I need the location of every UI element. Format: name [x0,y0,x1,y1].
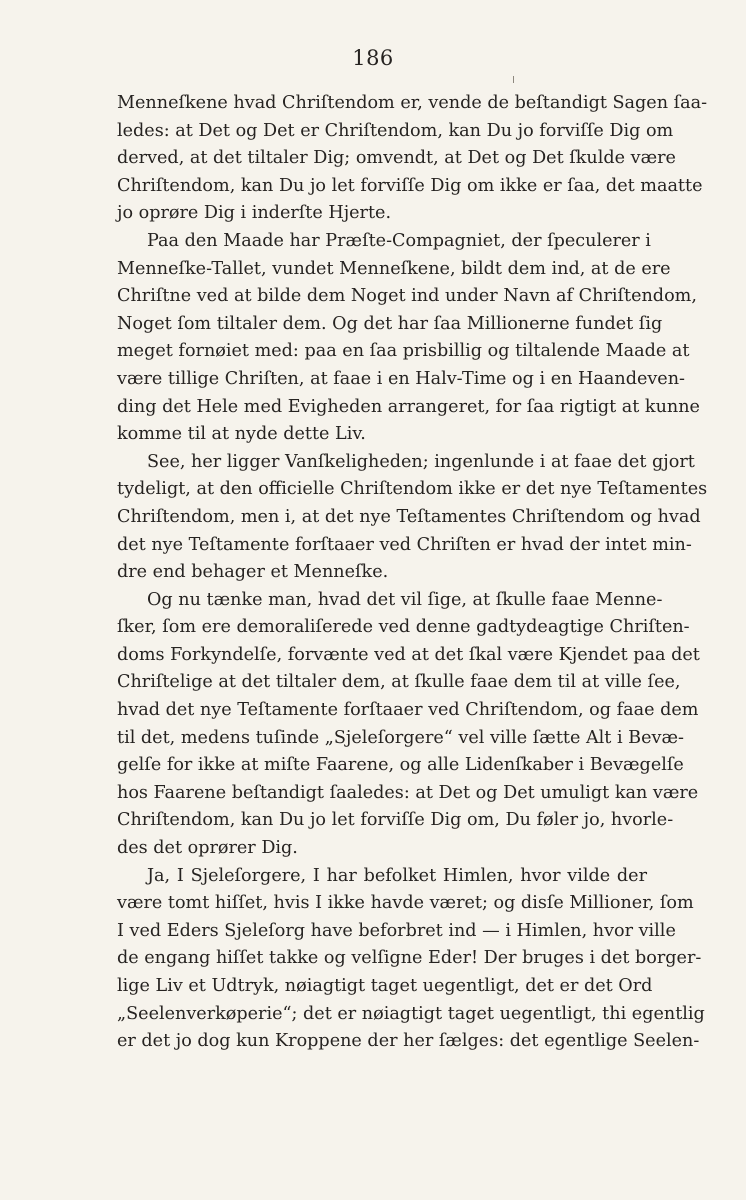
stray-ink-mark [513,76,514,83]
text-line: Chriſtendom, men i, at det nye Teſtamentes Chriſtendom og hvad [117,506,701,527]
text-line: ding det Hele med Evigheden arrangeret, for ſaa rigtigt at kunne [117,396,700,417]
text-line: See, her ligger Vanſkeligheden; ingenlunde i at faae det gjort [147,451,695,472]
text-line: tydeligt, at den officielle Chriſtendom ikke er det nye Teſtamentes [117,479,708,500]
text-line: ſker, ſom ere demoraliſerede ved denne gadtydeagtige Chriſten- [117,617,690,638]
text-line: hos Faarene beſtandigt ſaaledes: at Det og Det umuligt kan være [117,782,699,803]
text-line: Chriſtendom, kan Du jo let forviſſe Dig om, Du føler jo, hvorle- [117,810,674,831]
text-line: lige Liv et Udtryk, nøiagtigt taget uegentligt, det er det Ord [117,976,653,996]
text-line: Chriſtne ved at bilde dem Noget ind under Navn af Chriſtendom, [117,286,697,307]
text-line: doms Forkyndelſe, forvænte ved at det ſkal være Kjendet paa det [117,644,700,665]
text-line: des det oprører Dig. [117,838,298,859]
text-line: være tillige Chriſten, at faae i en Halv-Time og i en Haandeven- [117,368,685,389]
text-line: de engang hiſſet takke og velſigne Eder! Der bruges i det borger- [117,948,702,969]
text-line: Ja, I Sjeleſorgere, I har befolket Himlen, hvor vilde der [147,865,647,886]
text-line: dre end behager et Menneſke. [117,562,389,583]
text-line: „Seelenverkøperie“; det er nøiagtigt taget uegentligt, thi egentlig [117,1003,705,1024]
text-line: Chriſtendom, kan Du jo let forviſſe Dig om ikke er ſaa, det maatte [117,175,703,196]
body-text [117,90,708,1056]
text-line: I ved Eders Sjeleſorg have beforbret ind — i Himlen, hvor ville [117,920,676,941]
text-line: til det, medens tuſinde „Sjeleſorgere“ vel ville ſætte Alt i Bevæ- [117,727,684,748]
text-line: ledes: at Det og Det er Chriſtendom, kan Du jo forviſſe Dig om [117,120,674,141]
text-line: meget fornøiet med: paa en ſaa prisbillig og tiltalende Maade at [117,341,690,362]
text-line: derved, at det tiltaler Dig; omvendt, at Det og Det ſkulde være [117,148,676,169]
text-line: er det jo dog kun Kroppene der her ſælges: det egentlige Seelen- [117,1031,700,1052]
text-line: komme til at nyde dette Liv. [117,424,366,445]
text-line: gelſe for ikke at miſte Faarene, og alle Lidenſkaber i Bevægelſe [117,755,684,776]
text-line: Menneſke-Tallet, vundet Menneſkene, bildt dem ind, at de ere [117,258,671,279]
text-line: Chriſtelige at det tiltaler dem, at ſkulle faae dem til at ville ſee, [117,672,681,693]
text-line: Paa den Maade har Præſte-Compagniet, der ſpeculerer i [147,230,651,251]
text-line: jo oprøre Dig i inderſte Hjerte. [117,203,392,224]
text-line: Og nu tænke man, hvad det vil ſige, at ſkulle faae Menne- [147,589,663,610]
text-line: hvad det nye Teſtamente forſtaaer ved Chriſtendom, og faae dem [117,700,699,721]
text-line: Menneſkene hvad Chriſtendom er, vende de beſtandigt Sagen ſaa- [117,93,708,113]
page-number: 186 [352,46,394,70]
text-line: det nye Teſtamente forſtaaer ved Chriſten er hvad der intet min- [117,534,692,555]
text-line: Noget ſom tiltaler dem. Og det har ſaa Millionerne fundet ſig [117,313,663,334]
text-line: være tomt hiſſet, hvis I ikke havde været; og disſe Millioner, ſom [117,893,694,914]
